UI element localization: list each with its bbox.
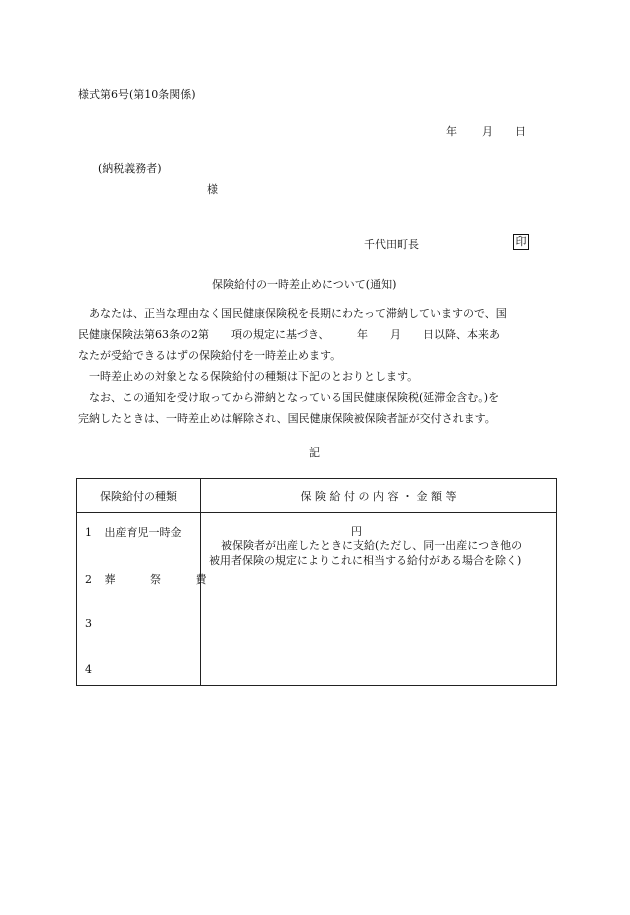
taxpayer-label: (納税義務者) xyxy=(98,162,162,175)
funeral-char-2: 祭 xyxy=(150,573,161,586)
benefit-kind-item-2 xyxy=(85,571,207,587)
benefit-kind-item-4 xyxy=(85,663,101,676)
date-year-label: 年 xyxy=(446,125,457,138)
benefit-table xyxy=(76,478,557,686)
funeral-char-3: 費 xyxy=(195,573,207,586)
benefit-content-cell xyxy=(201,513,557,686)
benefit-kind-label: 出産育児一時金 xyxy=(104,526,182,539)
seal-mark: 印 xyxy=(513,234,529,250)
body-p1-line1: あなたは、正当な理由なく国民健康保険税を長期にわたって滞納していますので、国 xyxy=(89,307,507,320)
body-p3-line2: 完納したときは、一時差止めは解除され、国民健康保険被保険者証が交付されます。 xyxy=(78,412,496,425)
benefit-content-line1: 被保険者が出産したときに支給(ただし、同一出産につき他の xyxy=(221,539,523,552)
benefit-content-line2: 被用者保険の規定によりこれに相当する給付がある場合を除く) xyxy=(209,554,522,567)
document-title: 保険給付の一時差止めについて(通知) xyxy=(212,278,397,291)
body-p2-line1: 一時差止めの対象となる保険給付の種類は下記のとおりとします。 xyxy=(89,370,419,383)
benefit-kind-label xyxy=(104,571,207,587)
issuer-name: 千代田町長 xyxy=(364,238,419,251)
date-month-label: 月 xyxy=(482,125,493,138)
notice-body xyxy=(78,303,556,429)
form-number: 様式第6号(第10条関係) xyxy=(78,88,196,101)
yen-unit: 円 xyxy=(351,525,362,538)
honorific-sama: 様 xyxy=(207,183,218,196)
body-p3-line1: なお、この通知を受け取ってから滞納となっている国民健康保険税(延滞金含む。)を xyxy=(89,391,500,404)
table-row xyxy=(77,513,557,686)
date-day-label: 日 xyxy=(515,125,526,138)
benefit-kind-item-1 xyxy=(85,524,182,540)
benefit-number: 4 xyxy=(85,663,92,676)
body-p1-line2: 民健康保険法第63条の2第 項の規定に基づき、 年 月 日以降、本来あ xyxy=(78,328,501,341)
table-header-row xyxy=(77,479,557,513)
header-benefit-content: 保 険 給 付 の 内 容 ・ 金 額 等 xyxy=(201,479,557,513)
benefit-number: 3 xyxy=(85,617,92,630)
benefit-number: 1 xyxy=(85,526,92,539)
funeral-char-1: 葬 xyxy=(104,573,116,586)
benefit-kind-cell xyxy=(77,513,207,686)
benefit-kind-item-3 xyxy=(85,617,101,630)
header-benefit-kind: 保険給付の種類 xyxy=(77,479,201,513)
benefit-number: 2 xyxy=(85,573,92,586)
ki-heading: 記 xyxy=(309,446,320,459)
body-p1-line3: なたが受給できるはずの保険給付を一時差止めます。 xyxy=(78,349,342,362)
